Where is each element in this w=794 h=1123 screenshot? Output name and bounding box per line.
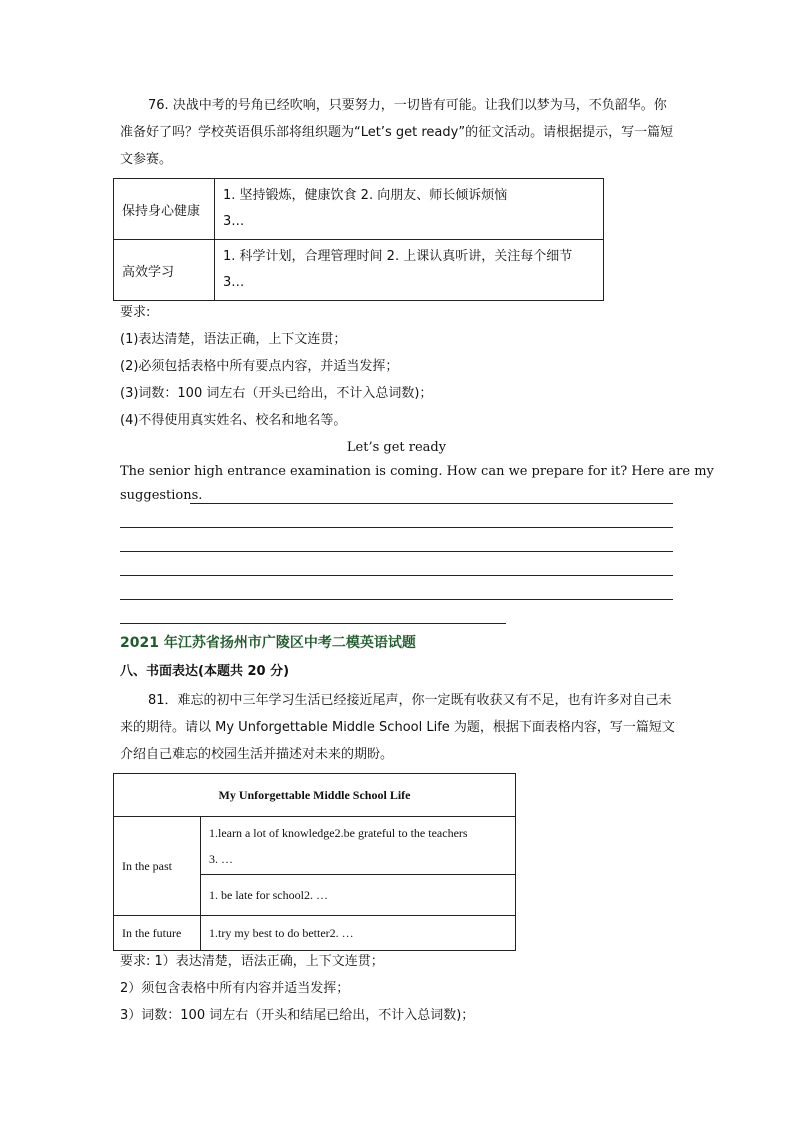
table-row xyxy=(114,916,516,951)
row-label: 高效学习 xyxy=(114,240,215,301)
essay-starter-line: suggestions. xyxy=(120,488,203,503)
writing-line xyxy=(120,599,673,600)
requirement-item: 3）词数：100 词左右（开头和结尾已给出，不计入总词数)； xyxy=(120,1008,475,1023)
part-title: 八、书面表达(本题共 20 分) xyxy=(120,664,290,679)
table-row xyxy=(114,179,604,240)
row-content-line: 3. … xyxy=(209,851,233,866)
requirement-item: 要求: 1）表达清楚，语法正确，上下文连贯； xyxy=(120,954,384,969)
question-81-prompt: 81．难忘的初中三年学习生活已经接近尾声，你一定既有收获又有不足，也有许多对自己未来的期待。请以 My Unforgettable Middle School Life 为题，根据下面表格内容，写一篇短文介绍自己难忘的校园生活并描述对未来的期盼。 xyxy=(120,693,675,762)
row-content-line: 1.try my best to do better2. … xyxy=(209,926,354,940)
exam-title: 2021 年江苏省扬州市广陵区中考二模英语试题 xyxy=(120,635,416,651)
row-content-line: 1. be late for school2. … xyxy=(209,888,328,902)
essay-starter-line: The senior high entrance examination is coming. How can we prepare for it? Here are my xyxy=(120,464,714,479)
writing-line xyxy=(120,527,673,528)
row-label: In the future xyxy=(114,916,201,951)
row-content-line: 3… xyxy=(223,275,245,290)
requirement-item: 2）须包含表格中所有内容并适当发挥； xyxy=(120,981,350,996)
row-content-line: 1. 科学计划，合理管理时间 2. 上课认真听讲，关注每个细节 xyxy=(223,249,573,264)
q81-hints-table xyxy=(113,773,516,951)
section-divider xyxy=(120,623,506,624)
table-row xyxy=(114,774,516,817)
row-content xyxy=(201,916,516,951)
table-row xyxy=(114,817,516,875)
writing-line xyxy=(190,503,673,504)
row-content xyxy=(201,875,516,916)
requirement-item: (1)表达清楚，语法正确，上下文连贯； xyxy=(120,332,347,347)
requirements-heading: 要求: xyxy=(120,305,151,320)
writing-line xyxy=(120,551,673,552)
table-row xyxy=(114,240,604,301)
row-content-line: 1. 坚持锻炼，健康饮食 2. 向朋友、师长倾诉烦恼 xyxy=(223,188,508,203)
row-label: 保持身心健康 xyxy=(114,179,215,240)
requirement-item: (3)词数：100 词左右（开头已给出，不计入总词数)； xyxy=(120,386,433,401)
table-title: My Unforgettable Middle School Life xyxy=(114,774,516,817)
row-content-line: 1.learn a lot of knowledge2.be grateful to the teachers xyxy=(209,825,468,840)
writing-line xyxy=(120,575,673,576)
row-content-line: 3… xyxy=(223,214,245,229)
essay-title: Let’s get ready xyxy=(346,440,447,455)
row-content xyxy=(215,240,604,301)
question-76-prompt: 76. 决战中考的号角已经吹响，只要努力，一切皆有可能。让我们以梦为马，不负韶华。你准备好了吗？学校英语俱乐部将组织题为“Let’s get ready”的征文活动。请根据提示，写一篇短文参赛。 xyxy=(120,98,674,167)
q76-hints-table xyxy=(113,178,604,301)
requirement-item: (2)必须包括表格中所有要点内容，并适当发挥； xyxy=(120,359,399,374)
row-content xyxy=(215,179,604,240)
row-label: In the past xyxy=(114,817,201,916)
requirement-item: (4)不得使用真实姓名、校名和地名等。 xyxy=(120,413,347,428)
row-content xyxy=(201,817,516,875)
